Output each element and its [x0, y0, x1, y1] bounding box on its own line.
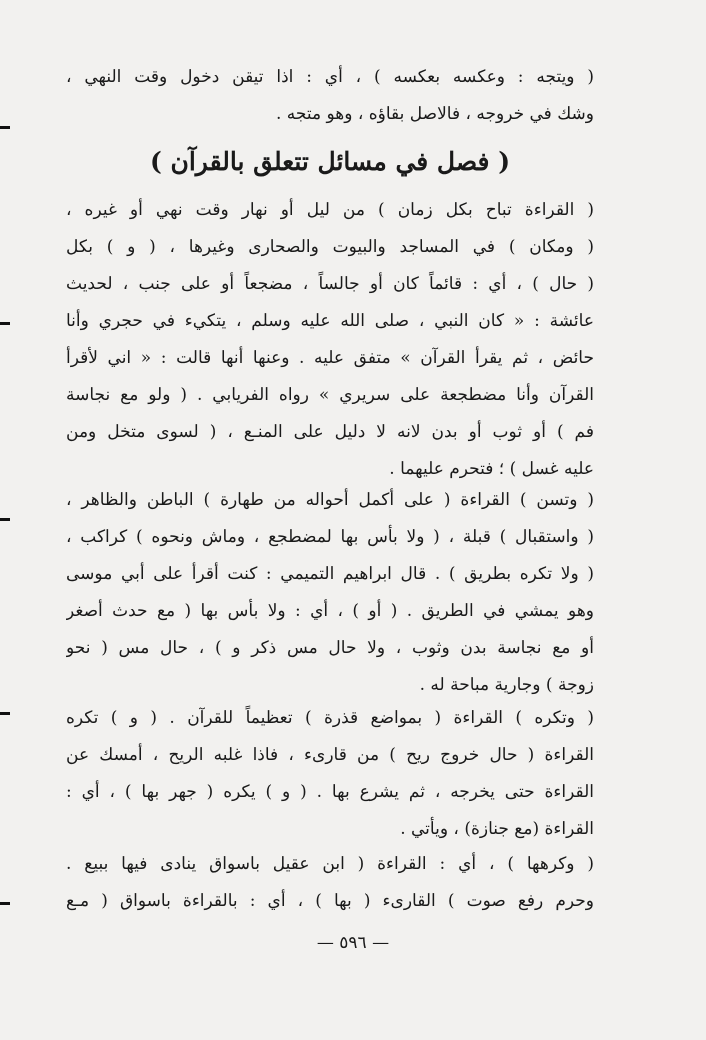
text-line: ( ويتجه : وعكسه بعكسه ) ، أي : اذا تيقن دخول وقت النهي ، — [66, 67, 594, 87]
text-line: ( وتسن ) القراءة ( على أكمل أحواله من طهارة ) الباطن والظاهر ، — [66, 490, 594, 510]
text-line: ( القراءة تباح بكل زمان ) من ليل أو نهار وقت نهي أو غيره ، — [66, 200, 594, 220]
text-line: عليه غسل ) ؛ فتحرم عليهما . — [389, 459, 594, 479]
text-line: فم ) أو ثوب أو بدن لانه لا دليل على المنـع ، ( لسوى متخل ومن — [66, 422, 594, 442]
text-line: وحرم رفع صوت ) القارىء ( بها ) ، أي : بالقراءة باسواق ( مـع — [66, 891, 594, 911]
margin-mark — [0, 518, 10, 521]
text-line: القراءة (مع جنازة) ، ويأتي . — [400, 819, 594, 839]
margin-mark — [0, 322, 10, 325]
text-line: ( ولا تكره بطريق ) . قال ابراهيم التميمي : كنت أقرأ على أبي موسى — [66, 564, 594, 584]
text-line: زوجة ) وجارية مباحة له . — [419, 675, 594, 695]
text-line: ( وكرهها ) ، أي : القراءة ( ابن عقيل باسواق ينادى فيها ببيع . — [66, 854, 594, 874]
text-line: ( ومكان ) في المساجد والبيوت والصحارى وغيرها ، ( و ) بكل — [66, 237, 594, 257]
text-line: وهو يمشي في الطريق . ( أو ) ، أي : ولا بأس بها ( مع حدث أصغر — [66, 601, 594, 621]
page-number: — ٥٩٦ — — [316, 933, 390, 953]
text-line: ( وتكره ) القراءة ( بمواضع قذرة ) تعظيماً للقرآن . ( و ) تكره — [66, 708, 594, 728]
paragraph-reading-disliked — [66, 700, 594, 848]
text-line: القراءة ( حال خروج ريح ) من قارىء ، فاذا غلبه الريح ، أمسك عن — [66, 745, 594, 765]
text-line: القرآن وأنا مضطجعة على سريري » رواه الفريابي . ( ولو مع نجاسة — [66, 385, 594, 405]
text-line: ( حال ) ، أي : قائماً كان أو جالساً ، مضجعاً أو على جنب ، لحديث — [66, 274, 594, 294]
paragraph-markets — [66, 846, 594, 920]
text-line: عائشة : « كان النبي ، صلى الله عليه وسلم ، يتكيء في حجري وأنا — [66, 311, 594, 331]
section-heading: ( فصل في مسائل تتعلق بالقرآن ) — [149, 147, 511, 176]
text-line: وشك في خروجه ، فالاصل بقاؤه ، وهو متجه . — [275, 104, 594, 124]
text-line: حائض ، ثم يقرأ القرآن » متفق عليه . وعنها أنها قالت : « اني لأقرأ — [66, 348, 594, 368]
margin-mark — [0, 712, 10, 715]
margin-mark — [0, 126, 10, 129]
paragraph-reading-permitted — [66, 192, 594, 488]
paragraph-reading-recommended — [66, 482, 594, 704]
paragraph-intro — [66, 59, 594, 133]
text-line: ( واستقبال ) قبلة ، ( ولا بأس بها لمضطجع ، وماش ونحوه ) كراكب ، — [66, 527, 594, 547]
text-line: أو مع نجاسة بدن وثوب ، ولا حال مس ذكر و ) ، حال مس ( نحو — [66, 638, 594, 658]
margin-mark — [0, 902, 10, 905]
text-line: القراءة حتى يخرجه ، ثم يشرع بها . ( و ) يكره ( جهر بها ) ، أي : — [66, 782, 594, 802]
